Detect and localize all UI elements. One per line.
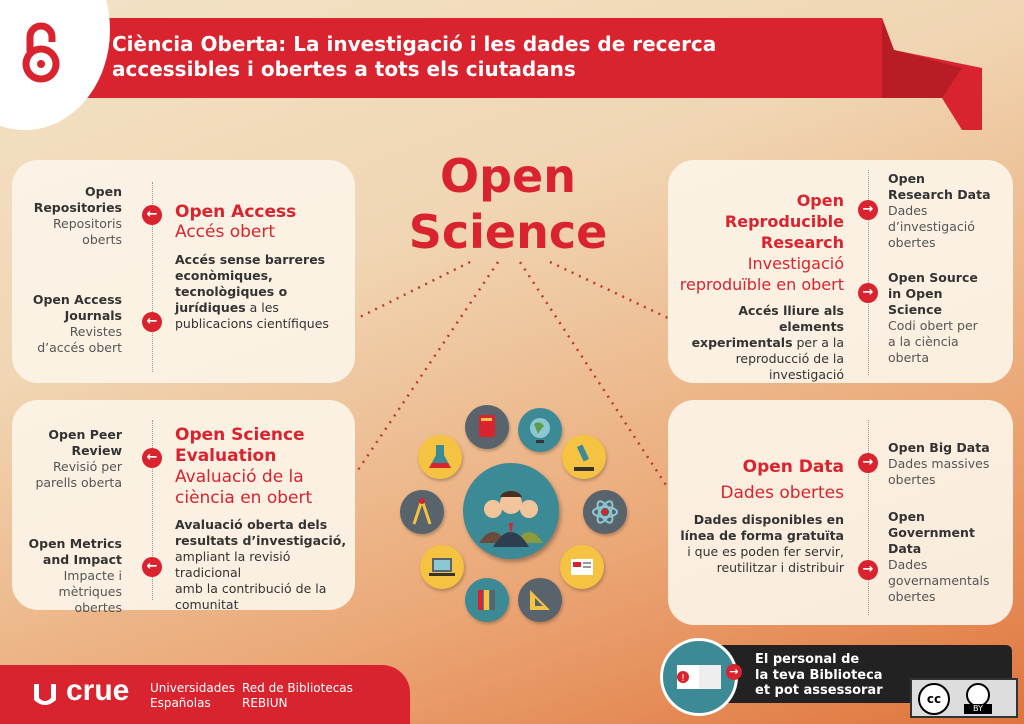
item-ca-line: Dades bbox=[888, 203, 928, 218]
crue-logo-icon bbox=[30, 680, 60, 710]
arrow-right-icon: → bbox=[858, 560, 878, 580]
open-access-title: Open Access bbox=[175, 202, 297, 222]
arrow-left-icon: ← bbox=[142, 557, 162, 577]
item-ca-line: obertes bbox=[888, 589, 936, 604]
reproducible-description bbox=[672, 303, 844, 383]
arrow-right-icon: → bbox=[858, 200, 878, 220]
item-ca-line: Revisió per bbox=[52, 459, 122, 474]
arrow-left-icon: ← bbox=[142, 312, 162, 332]
item-ca-line: obertes bbox=[888, 472, 936, 487]
svg-text:!: ! bbox=[681, 673, 686, 684]
open-access-description bbox=[175, 252, 345, 332]
desc-bold: jurídiques bbox=[175, 300, 246, 315]
library-line: et pot assessorar bbox=[755, 683, 883, 698]
desc-text: ampliant la revisió tradicional bbox=[175, 549, 291, 580]
desc-bold: Avaluació oberta dels bbox=[175, 517, 328, 532]
desc-text: per a la bbox=[792, 335, 844, 350]
item-en-line: Open Big Data bbox=[888, 440, 990, 455]
item-en-line: Open Peer bbox=[48, 427, 122, 442]
header-title-line2: accessibles i obertes a tots els ciutadans bbox=[112, 57, 576, 81]
center-title-line1: Open bbox=[440, 149, 576, 203]
header-title-line1: Ciència Oberta: La investigació i les dades de recerca bbox=[112, 32, 717, 56]
evaluation-title bbox=[175, 425, 350, 467]
item-en-line: Open bbox=[888, 509, 925, 524]
item-open-research-data bbox=[888, 171, 1008, 251]
item-en-line: Journals bbox=[64, 308, 122, 323]
title-line: Evaluation bbox=[175, 446, 277, 466]
item-ca-line: a la ciència bbox=[888, 334, 959, 349]
item-en-line: Open bbox=[85, 184, 122, 199]
item-ca-line: obertes bbox=[888, 235, 936, 250]
item-ca-line: oberts bbox=[82, 232, 122, 247]
by-label: BY bbox=[964, 704, 992, 714]
item-en-line: Science bbox=[888, 302, 942, 317]
open-data-subtitle: Dades obertes bbox=[720, 483, 844, 503]
binders-icon bbox=[465, 578, 509, 622]
item-ca-line: governamentals bbox=[888, 573, 990, 588]
item-open-repositories bbox=[20, 184, 122, 248]
laptop-icon bbox=[420, 545, 464, 589]
crue-org bbox=[150, 681, 235, 711]
item-en-line: Open Access bbox=[32, 292, 122, 307]
globe-icon bbox=[518, 408, 562, 452]
item-en-line: Open Metrics bbox=[28, 536, 122, 551]
net-line: REBIUN bbox=[242, 696, 288, 710]
item-open-peer-review bbox=[20, 427, 122, 491]
reproducible-subtitle bbox=[672, 253, 844, 295]
cc-icon: cc bbox=[918, 683, 950, 715]
title-line: Open Science bbox=[175, 425, 305, 445]
item-ca-line: parells oberta bbox=[35, 475, 122, 490]
rebiun-network bbox=[242, 681, 353, 711]
item-ca-line: Codi obert per bbox=[888, 318, 978, 333]
item-ca-line: oberta bbox=[888, 350, 929, 365]
org-line: Universidades bbox=[150, 681, 235, 695]
arrow-right-icon: → bbox=[858, 283, 878, 303]
reproducible-title bbox=[672, 190, 844, 253]
item-ca-line: Repositoris bbox=[52, 216, 122, 231]
title-line: Open bbox=[796, 191, 844, 210]
item-open-access-journals bbox=[20, 292, 122, 356]
desc-bold: tecnològiques o bbox=[175, 284, 288, 299]
subtitle-line: Avaluació de la bbox=[175, 467, 304, 487]
title-line: Research bbox=[760, 233, 844, 252]
ruler-triangle-icon bbox=[518, 578, 562, 622]
item-open-source bbox=[888, 270, 1008, 366]
item-ca-line: Impacte i bbox=[63, 568, 122, 583]
desc-text: a les bbox=[245, 300, 279, 315]
desc-text: comunitat bbox=[175, 597, 239, 612]
desc-text: publicacions científiques bbox=[175, 316, 329, 331]
subtitle-line: reproduïble en obert bbox=[679, 275, 844, 294]
desc-bold: Dades disponibles en bbox=[693, 512, 844, 527]
open-data-title: Open Data bbox=[742, 457, 844, 477]
desc-text: amb la contribució de la bbox=[175, 581, 327, 596]
center-title-line2: Science bbox=[408, 205, 608, 259]
item-en-line: Government bbox=[888, 525, 975, 540]
evaluation-subtitle bbox=[175, 467, 350, 509]
open-data-description bbox=[672, 512, 844, 576]
evaluation-description bbox=[175, 517, 350, 613]
flask-icon bbox=[418, 435, 462, 479]
desc-bold: línea de forma gratuïta bbox=[680, 528, 844, 543]
org-line: Españolas bbox=[150, 696, 211, 710]
desc-bold: resultats d’investigació, bbox=[175, 533, 347, 548]
item-en-line: Review bbox=[71, 443, 122, 458]
desc-text: reproducció de la investigació bbox=[735, 351, 844, 382]
item-ca-line: Dades bbox=[888, 557, 928, 572]
book-icon bbox=[465, 405, 509, 449]
item-en-line: and Impact bbox=[42, 552, 122, 567]
compass-drawing-icon bbox=[400, 490, 444, 534]
title-line: Reproducible bbox=[724, 212, 844, 231]
item-ca-line: mètriques obertes bbox=[58, 584, 122, 615]
item-ca-line: Dades massives bbox=[888, 456, 990, 471]
item-open-government-data bbox=[888, 509, 1008, 605]
desc-bold: Accés sense barreres bbox=[175, 252, 326, 267]
item-ca-line: Revistes bbox=[69, 324, 122, 339]
item-en-line: in Open bbox=[888, 286, 943, 301]
newspaper-icon bbox=[560, 545, 604, 589]
item-ca-line: d’accés obert bbox=[37, 340, 122, 355]
desc-text: i que es poden fer servir, bbox=[687, 544, 844, 559]
library-line: la teva Biblioteca bbox=[755, 667, 883, 683]
desc-bold: econòmiques, bbox=[175, 268, 273, 283]
library-line: El personal de bbox=[755, 652, 860, 667]
item-en-line: Research Data bbox=[888, 187, 991, 202]
microscope-icon bbox=[562, 435, 606, 479]
researchers-icon bbox=[463, 463, 559, 559]
item-open-big-data bbox=[888, 440, 1008, 488]
desc-text: reutilitzar i distribuir bbox=[716, 560, 844, 575]
open-access-subtitle: Accés obert bbox=[175, 222, 276, 242]
subtitle-line: Investigació bbox=[747, 254, 844, 273]
cc-by-badge bbox=[910, 678, 1018, 718]
item-ca-line: d’investigació bbox=[888, 219, 975, 234]
arrow-right-icon: → bbox=[726, 664, 742, 680]
item-en-line: Open bbox=[888, 171, 925, 186]
item-open-metrics bbox=[12, 536, 122, 616]
arrow-left-icon: ← bbox=[142, 448, 162, 468]
net-line: Red de Bibliotecas bbox=[242, 681, 353, 695]
arrow-left-icon: ← bbox=[142, 205, 162, 225]
desc-bold: Accés lliure als elements bbox=[738, 303, 844, 334]
crue-logo-text: crue bbox=[66, 674, 130, 707]
atom-icon bbox=[583, 490, 627, 534]
item-en-line: Repositories bbox=[33, 200, 122, 215]
desc-bold: experimentals bbox=[691, 335, 793, 350]
item-en-line: Data bbox=[888, 541, 922, 556]
item-en-line: Open Source bbox=[888, 270, 978, 285]
subtitle-line: ciència en obert bbox=[175, 488, 313, 508]
library-message bbox=[755, 652, 883, 699]
library-book-icon bbox=[660, 638, 738, 716]
arrow-right-icon: → bbox=[858, 453, 878, 473]
